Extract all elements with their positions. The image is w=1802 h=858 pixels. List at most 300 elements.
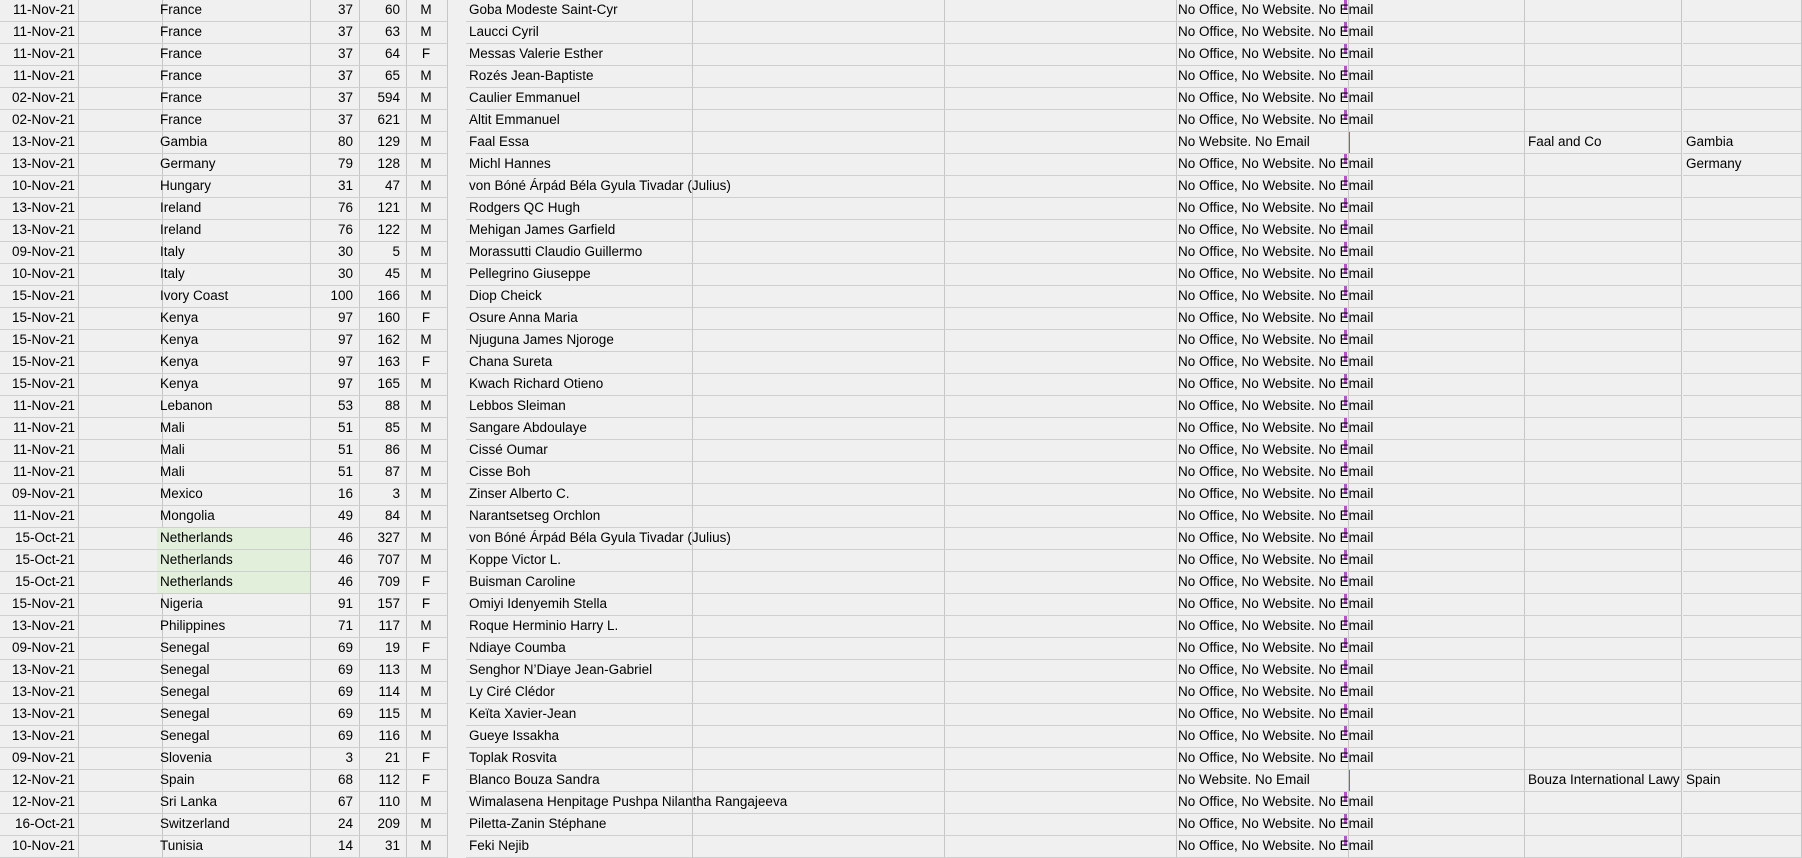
sex-cell[interactable]: M xyxy=(405,330,448,352)
country-code-cell[interactable]: 37 xyxy=(311,110,360,132)
firm-cell[interactable] xyxy=(1525,242,1682,264)
empty-cell[interactable] xyxy=(938,374,1177,396)
id-cell[interactable]: 162 xyxy=(358,330,407,352)
location-cell[interactable] xyxy=(1683,704,1802,726)
empty-cell[interactable] xyxy=(693,374,945,396)
country-cell[interactable]: Netherlands xyxy=(157,572,311,594)
empty-cell[interactable] xyxy=(1348,198,1525,220)
country-code-cell[interactable]: 53 xyxy=(311,396,360,418)
empty-cell[interactable] xyxy=(938,176,1177,198)
status-cell[interactable]: No Office, No Website. No Email xyxy=(1175,682,1349,704)
location-cell[interactable] xyxy=(1683,308,1802,330)
name-cell[interactable]: Feki Nejib xyxy=(466,836,693,858)
name-cell[interactable]: Koppe Victor L. xyxy=(466,550,693,572)
empty-cell[interactable] xyxy=(938,352,1177,374)
location-cell[interactable] xyxy=(1683,0,1802,22)
date-cell[interactable]: 09-Nov-21 xyxy=(0,242,79,264)
empty-cell[interactable] xyxy=(79,726,163,748)
status-cell[interactable]: No Office, No Website. No Email xyxy=(1175,594,1349,616)
country-code-cell[interactable]: 79 xyxy=(311,154,360,176)
date-cell[interactable]: 12-Nov-21 xyxy=(0,792,79,814)
location-cell[interactable] xyxy=(1683,110,1802,132)
location-cell[interactable] xyxy=(1683,792,1802,814)
empty-cell[interactable] xyxy=(1348,374,1525,396)
empty-cell[interactable] xyxy=(693,66,945,88)
empty-cell[interactable] xyxy=(1348,242,1525,264)
sex-cell[interactable]: M xyxy=(405,660,448,682)
id-cell[interactable]: 31 xyxy=(358,836,407,858)
id-cell[interactable]: 128 xyxy=(358,154,407,176)
empty-cell[interactable] xyxy=(938,44,1177,66)
empty-cell[interactable] xyxy=(693,726,945,748)
date-cell[interactable]: 02-Nov-21 xyxy=(0,88,79,110)
empty-cell[interactable] xyxy=(693,110,945,132)
sex-cell[interactable]: M xyxy=(405,374,448,396)
empty-cell[interactable] xyxy=(693,198,945,220)
empty-cell[interactable] xyxy=(938,110,1177,132)
empty-cell[interactable] xyxy=(1348,308,1525,330)
id-cell[interactable]: 5 xyxy=(358,242,407,264)
name-cell[interactable]: Senghor N’Diaye Jean-Gabriel xyxy=(466,660,693,682)
date-cell[interactable]: 11-Nov-21 xyxy=(0,66,79,88)
empty-cell[interactable] xyxy=(1348,836,1525,858)
name-cell[interactable]: Narantsetseg Orchlon xyxy=(466,506,693,528)
date-cell[interactable]: 11-Nov-21 xyxy=(0,396,79,418)
country-code-cell[interactable]: 24 xyxy=(311,814,360,836)
status-cell[interactable]: No Office, No Website. No Email xyxy=(1175,506,1349,528)
firm-cell[interactable] xyxy=(1525,792,1682,814)
id-cell[interactable]: 121 xyxy=(358,198,407,220)
country-code-cell[interactable]: 37 xyxy=(311,66,360,88)
status-cell[interactable]: No Office, No Website. No Email xyxy=(1175,154,1349,176)
firm-cell[interactable] xyxy=(1525,374,1682,396)
date-cell[interactable]: 15-Oct-21 xyxy=(0,550,79,572)
country-code-cell[interactable]: 30 xyxy=(311,264,360,286)
empty-cell[interactable] xyxy=(1348,528,1525,550)
country-cell[interactable]: Ireland xyxy=(157,220,311,242)
empty-cell[interactable] xyxy=(693,0,945,22)
name-cell[interactable]: Faal Essa xyxy=(466,132,693,154)
id-cell[interactable]: 621 xyxy=(358,110,407,132)
id-cell[interactable]: 327 xyxy=(358,528,407,550)
firm-cell[interactable] xyxy=(1525,264,1682,286)
country-code-cell[interactable]: 69 xyxy=(311,704,360,726)
empty-cell[interactable] xyxy=(938,22,1177,44)
date-cell[interactable]: 02-Nov-21 xyxy=(0,110,79,132)
empty-cell[interactable] xyxy=(938,242,1177,264)
sex-cell[interactable]: M xyxy=(405,242,448,264)
date-cell[interactable]: 15-Nov-21 xyxy=(0,374,79,396)
sex-cell[interactable]: F xyxy=(405,638,448,660)
empty-cell[interactable] xyxy=(693,506,945,528)
country-code-cell[interactable]: 97 xyxy=(311,308,360,330)
id-cell[interactable]: 594 xyxy=(358,88,407,110)
status-cell[interactable]: No Office, No Website. No Email xyxy=(1175,242,1349,264)
country-cell[interactable]: Netherlands xyxy=(157,550,311,572)
country-code-cell[interactable]: 14 xyxy=(311,836,360,858)
status-cell[interactable]: No Office, No Website. No Email xyxy=(1175,374,1349,396)
firm-cell[interactable] xyxy=(1525,484,1682,506)
date-cell[interactable]: 11-Nov-21 xyxy=(0,0,79,22)
empty-cell[interactable] xyxy=(79,22,163,44)
empty-cell[interactable] xyxy=(693,220,945,242)
country-cell[interactable]: Germany xyxy=(157,154,311,176)
empty-cell[interactable] xyxy=(938,418,1177,440)
country-code-cell[interactable]: 97 xyxy=(311,374,360,396)
status-cell[interactable]: No Office, No Website. No Email xyxy=(1175,176,1349,198)
country-cell[interactable]: France xyxy=(157,22,311,44)
empty-cell[interactable] xyxy=(938,462,1177,484)
id-cell[interactable]: 157 xyxy=(358,594,407,616)
sex-cell[interactable]: F xyxy=(405,770,448,792)
name-cell[interactable]: Toplak Rosvita xyxy=(466,748,693,770)
country-code-cell[interactable]: 37 xyxy=(311,0,360,22)
country-cell[interactable]: Mali xyxy=(157,440,311,462)
country-code-cell[interactable]: 69 xyxy=(311,682,360,704)
firm-cell[interactable] xyxy=(1525,704,1682,726)
id-cell[interactable]: 47 xyxy=(358,176,407,198)
name-cell[interactable]: Goba Modeste Saint-Cyr xyxy=(466,0,693,22)
name-cell[interactable]: Laucci Cyril xyxy=(466,22,693,44)
location-cell[interactable] xyxy=(1683,638,1802,660)
empty-cell[interactable] xyxy=(1348,770,1525,792)
country-code-cell[interactable]: 80 xyxy=(311,132,360,154)
name-cell[interactable]: Messas Valerie Esther xyxy=(466,44,693,66)
location-cell[interactable] xyxy=(1683,726,1802,748)
country-code-cell[interactable]: 3 xyxy=(311,748,360,770)
empty-cell[interactable] xyxy=(1348,176,1525,198)
location-cell[interactable] xyxy=(1683,594,1802,616)
location-cell[interactable] xyxy=(1683,660,1802,682)
sex-cell[interactable]: M xyxy=(405,418,448,440)
empty-cell[interactable] xyxy=(1348,264,1525,286)
id-cell[interactable]: 116 xyxy=(358,726,407,748)
id-cell[interactable]: 110 xyxy=(358,792,407,814)
empty-cell[interactable] xyxy=(938,704,1177,726)
sex-cell[interactable]: F xyxy=(405,572,448,594)
date-cell[interactable]: 15-Nov-21 xyxy=(0,594,79,616)
id-cell[interactable]: 165 xyxy=(358,374,407,396)
empty-cell[interactable] xyxy=(79,0,163,22)
empty-cell[interactable] xyxy=(79,330,163,352)
country-code-cell[interactable]: 76 xyxy=(311,220,360,242)
country-code-cell[interactable]: 49 xyxy=(311,506,360,528)
empty-cell[interactable] xyxy=(79,704,163,726)
date-cell[interactable]: 11-Nov-21 xyxy=(0,440,79,462)
status-cell[interactable]: No Website. No Email xyxy=(1175,132,1349,154)
empty-cell[interactable] xyxy=(1348,330,1525,352)
country-cell[interactable]: Italy xyxy=(157,264,311,286)
firm-cell[interactable] xyxy=(1525,22,1682,44)
empty-cell[interactable] xyxy=(1348,594,1525,616)
empty-cell[interactable] xyxy=(1348,462,1525,484)
empty-cell[interactable] xyxy=(79,88,163,110)
location-cell[interactable] xyxy=(1683,286,1802,308)
country-cell[interactable]: Senegal xyxy=(157,682,311,704)
country-cell[interactable]: Spain xyxy=(157,770,311,792)
empty-cell[interactable] xyxy=(1348,550,1525,572)
country-code-cell[interactable]: 69 xyxy=(311,660,360,682)
location-cell[interactable] xyxy=(1683,462,1802,484)
sex-cell[interactable]: M xyxy=(405,726,448,748)
id-cell[interactable]: 114 xyxy=(358,682,407,704)
empty-cell[interactable] xyxy=(1348,440,1525,462)
sex-cell[interactable]: F xyxy=(405,352,448,374)
status-cell[interactable]: No Office, No Website. No Email xyxy=(1175,660,1349,682)
firm-cell[interactable] xyxy=(1525,616,1682,638)
country-cell[interactable]: Lebanon xyxy=(157,396,311,418)
empty-cell[interactable] xyxy=(693,484,945,506)
location-cell[interactable] xyxy=(1683,264,1802,286)
empty-cell[interactable] xyxy=(693,836,945,858)
empty-cell[interactable] xyxy=(693,352,945,374)
sex-cell[interactable]: M xyxy=(405,506,448,528)
location-cell[interactable]: Gambia xyxy=(1683,132,1802,154)
empty-cell[interactable] xyxy=(79,396,163,418)
empty-cell[interactable] xyxy=(693,572,945,594)
status-cell[interactable]: No Office, No Website. No Email xyxy=(1175,0,1349,22)
empty-cell[interactable] xyxy=(1348,616,1525,638)
status-cell[interactable]: No Office, No Website. No Email xyxy=(1175,352,1349,374)
location-cell[interactable] xyxy=(1683,66,1802,88)
firm-cell[interactable] xyxy=(1525,396,1682,418)
empty-cell[interactable] xyxy=(938,814,1177,836)
id-cell[interactable]: 117 xyxy=(358,616,407,638)
name-cell[interactable]: Caulier Emmanuel xyxy=(466,88,693,110)
id-cell[interactable]: 45 xyxy=(358,264,407,286)
empty-cell[interactable] xyxy=(79,550,163,572)
sex-cell[interactable]: M xyxy=(405,396,448,418)
sex-cell[interactable]: M xyxy=(405,704,448,726)
country-code-cell[interactable]: 51 xyxy=(311,418,360,440)
empty-cell[interactable] xyxy=(693,418,945,440)
firm-cell[interactable]: Bouza International Lawy xyxy=(1525,770,1682,792)
firm-cell[interactable] xyxy=(1525,748,1682,770)
sex-cell[interactable]: M xyxy=(405,484,448,506)
country-code-cell[interactable]: 46 xyxy=(311,572,360,594)
sex-cell[interactable]: M xyxy=(405,154,448,176)
empty-cell[interactable] xyxy=(693,440,945,462)
date-cell[interactable]: 15-Nov-21 xyxy=(0,286,79,308)
empty-cell[interactable] xyxy=(693,242,945,264)
location-cell[interactable] xyxy=(1683,484,1802,506)
country-code-cell[interactable]: 69 xyxy=(311,638,360,660)
status-cell[interactable]: No Office, No Website. No Email xyxy=(1175,638,1349,660)
country-cell[interactable]: France xyxy=(157,110,311,132)
country-cell[interactable]: Sri Lanka xyxy=(157,792,311,814)
location-cell[interactable] xyxy=(1683,572,1802,594)
country-cell[interactable]: France xyxy=(157,44,311,66)
status-cell[interactable]: No Office, No Website. No Email xyxy=(1175,286,1349,308)
name-cell[interactable]: Wimalasena Henpitage Pushpa Nilantha Rangajeeva xyxy=(466,792,693,814)
location-cell[interactable] xyxy=(1683,682,1802,704)
empty-cell[interactable] xyxy=(693,132,945,154)
name-cell[interactable]: Pellegrino Giuseppe xyxy=(466,264,693,286)
empty-cell[interactable] xyxy=(79,44,163,66)
firm-cell[interactable] xyxy=(1525,814,1682,836)
name-cell[interactable]: Cisse Boh xyxy=(466,462,693,484)
status-cell[interactable]: No Office, No Website. No Email xyxy=(1175,198,1349,220)
empty-cell[interactable] xyxy=(1348,22,1525,44)
name-cell[interactable]: Lebbos Sleiman xyxy=(466,396,693,418)
empty-cell[interactable] xyxy=(1348,132,1525,154)
country-code-cell[interactable]: 37 xyxy=(311,22,360,44)
empty-cell[interactable] xyxy=(1348,418,1525,440)
empty-cell[interactable] xyxy=(938,682,1177,704)
date-cell[interactable]: 09-Nov-21 xyxy=(0,484,79,506)
empty-cell[interactable] xyxy=(693,616,945,638)
id-cell[interactable]: 85 xyxy=(358,418,407,440)
status-cell[interactable]: No Office, No Website. No Email xyxy=(1175,396,1349,418)
sex-cell[interactable]: M xyxy=(405,198,448,220)
firm-cell[interactable] xyxy=(1525,418,1682,440)
status-cell[interactable]: No Office, No Website. No Email xyxy=(1175,440,1349,462)
name-cell[interactable]: Blanco Bouza Sandra xyxy=(466,770,693,792)
country-cell[interactable]: Mali xyxy=(157,462,311,484)
country-cell[interactable]: France xyxy=(157,66,311,88)
sex-cell[interactable]: M xyxy=(405,110,448,132)
status-cell[interactable]: No Office, No Website. No Email xyxy=(1175,264,1349,286)
status-cell[interactable]: No Office, No Website. No Email xyxy=(1175,418,1349,440)
empty-cell[interactable] xyxy=(1348,638,1525,660)
name-cell[interactable]: Diop Cheick xyxy=(466,286,693,308)
empty-cell[interactable] xyxy=(693,286,945,308)
empty-cell[interactable] xyxy=(938,836,1177,858)
name-cell[interactable]: Sangare Abdoulaye xyxy=(466,418,693,440)
empty-cell[interactable] xyxy=(79,440,163,462)
date-cell[interactable]: 13-Nov-21 xyxy=(0,726,79,748)
country-cell[interactable]: Kenya xyxy=(157,330,311,352)
country-cell[interactable]: Netherlands xyxy=(157,528,311,550)
sex-cell[interactable]: M xyxy=(405,792,448,814)
date-cell[interactable]: 10-Nov-21 xyxy=(0,176,79,198)
name-cell[interactable]: Buisman Caroline xyxy=(466,572,693,594)
country-code-cell[interactable]: 69 xyxy=(311,726,360,748)
status-cell[interactable]: No Office, No Website. No Email xyxy=(1175,66,1349,88)
name-cell[interactable]: Mehigan James Garfield xyxy=(466,220,693,242)
empty-cell[interactable] xyxy=(79,198,163,220)
empty-cell[interactable] xyxy=(1348,0,1525,22)
firm-cell[interactable] xyxy=(1525,638,1682,660)
sex-cell[interactable]: M xyxy=(405,88,448,110)
empty-cell[interactable] xyxy=(938,770,1177,792)
name-cell[interactable]: Altit Emmanuel xyxy=(466,110,693,132)
sex-cell[interactable]: F xyxy=(405,594,448,616)
location-cell[interactable] xyxy=(1683,396,1802,418)
id-cell[interactable]: 707 xyxy=(358,550,407,572)
empty-cell[interactable] xyxy=(938,396,1177,418)
id-cell[interactable]: 21 xyxy=(358,748,407,770)
firm-cell[interactable] xyxy=(1525,154,1682,176)
empty-cell[interactable] xyxy=(693,770,945,792)
status-cell[interactable]: No Office, No Website. No Email xyxy=(1175,572,1349,594)
empty-cell[interactable] xyxy=(938,66,1177,88)
empty-cell[interactable] xyxy=(1348,154,1525,176)
date-cell[interactable]: 11-Nov-21 xyxy=(0,22,79,44)
country-code-cell[interactable]: 31 xyxy=(311,176,360,198)
country-code-cell[interactable]: 37 xyxy=(311,44,360,66)
id-cell[interactable]: 65 xyxy=(358,66,407,88)
id-cell[interactable]: 84 xyxy=(358,506,407,528)
empty-cell[interactable] xyxy=(693,88,945,110)
name-cell[interactable]: Cissé Oumar xyxy=(466,440,693,462)
location-cell[interactable] xyxy=(1683,550,1802,572)
id-cell[interactable]: 115 xyxy=(358,704,407,726)
empty-cell[interactable] xyxy=(938,638,1177,660)
country-cell[interactable]: Gambia xyxy=(157,132,311,154)
empty-cell[interactable] xyxy=(79,308,163,330)
date-cell[interactable]: 15-Nov-21 xyxy=(0,308,79,330)
country-code-cell[interactable]: 67 xyxy=(311,792,360,814)
name-cell[interactable]: Zinser Alberto C. xyxy=(466,484,693,506)
date-cell[interactable]: 15-Nov-21 xyxy=(0,352,79,374)
firm-cell[interactable] xyxy=(1525,726,1682,748)
empty-cell[interactable] xyxy=(693,396,945,418)
status-cell[interactable]: No Website. No Email xyxy=(1175,770,1349,792)
id-cell[interactable]: 3 xyxy=(358,484,407,506)
date-cell[interactable]: 13-Nov-21 xyxy=(0,154,79,176)
date-cell[interactable]: 13-Nov-21 xyxy=(0,132,79,154)
country-cell[interactable]: Hungary xyxy=(157,176,311,198)
empty-cell[interactable] xyxy=(79,572,163,594)
status-cell[interactable]: No Office, No Website. No Email xyxy=(1175,330,1349,352)
empty-cell[interactable] xyxy=(79,682,163,704)
location-cell[interactable] xyxy=(1683,748,1802,770)
empty-cell[interactable] xyxy=(938,198,1177,220)
name-cell[interactable]: von Bóné Árpád Béla Gyula Tivadar (Julius) xyxy=(466,528,693,550)
empty-cell[interactable] xyxy=(693,594,945,616)
location-cell[interactable] xyxy=(1683,616,1802,638)
date-cell[interactable]: 11-Nov-21 xyxy=(0,44,79,66)
empty-cell[interactable] xyxy=(79,836,163,858)
empty-cell[interactable] xyxy=(79,594,163,616)
empty-cell[interactable] xyxy=(938,330,1177,352)
empty-cell[interactable] xyxy=(79,814,163,836)
location-cell[interactable] xyxy=(1683,22,1802,44)
empty-cell[interactable] xyxy=(79,374,163,396)
id-cell[interactable]: 64 xyxy=(358,44,407,66)
empty-cell[interactable] xyxy=(938,660,1177,682)
id-cell[interactable]: 709 xyxy=(358,572,407,594)
country-cell[interactable]: Switzerland xyxy=(157,814,311,836)
firm-cell[interactable] xyxy=(1525,198,1682,220)
empty-cell[interactable] xyxy=(79,660,163,682)
country-cell[interactable]: Mexico xyxy=(157,484,311,506)
date-cell[interactable]: 12-Nov-21 xyxy=(0,770,79,792)
empty-cell[interactable] xyxy=(938,440,1177,462)
status-cell[interactable]: No Office, No Website. No Email xyxy=(1175,484,1349,506)
empty-cell[interactable] xyxy=(938,88,1177,110)
date-cell[interactable]: 11-Nov-21 xyxy=(0,462,79,484)
firm-cell[interactable] xyxy=(1525,66,1682,88)
status-cell[interactable]: No Office, No Website. No Email xyxy=(1175,550,1349,572)
date-cell[interactable]: 13-Nov-21 xyxy=(0,660,79,682)
status-cell[interactable]: No Office, No Website. No Email xyxy=(1175,836,1349,858)
name-cell[interactable]: Gueye Issakha xyxy=(466,726,693,748)
empty-cell[interactable] xyxy=(79,616,163,638)
location-cell[interactable] xyxy=(1683,440,1802,462)
location-cell[interactable] xyxy=(1683,418,1802,440)
id-cell[interactable]: 88 xyxy=(358,396,407,418)
empty-cell[interactable] xyxy=(1348,88,1525,110)
country-code-cell[interactable]: 71 xyxy=(311,616,360,638)
country-cell[interactable]: France xyxy=(157,88,311,110)
sex-cell[interactable]: M xyxy=(405,814,448,836)
empty-cell[interactable] xyxy=(79,748,163,770)
id-cell[interactable]: 129 xyxy=(358,132,407,154)
empty-cell[interactable] xyxy=(1348,572,1525,594)
id-cell[interactable]: 87 xyxy=(358,462,407,484)
